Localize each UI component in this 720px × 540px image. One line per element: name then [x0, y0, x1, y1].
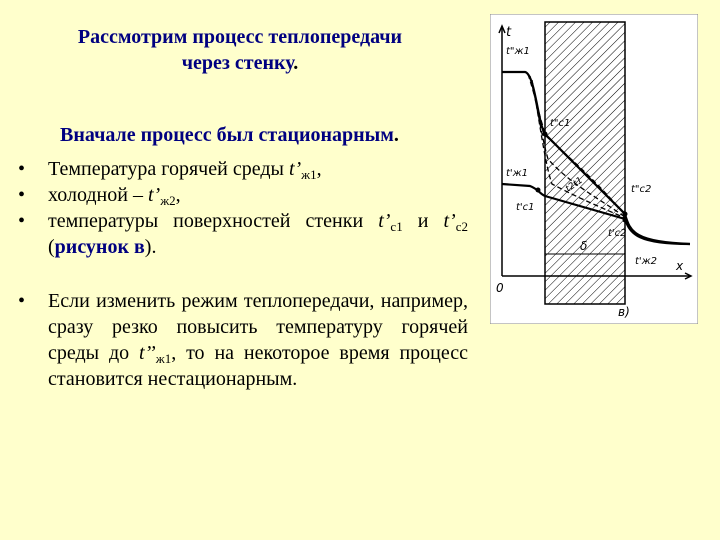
subscript: ж1	[301, 167, 317, 182]
title-line-2	[40, 50, 440, 76]
figure-reference: рисунок в	[54, 236, 145, 258]
title-line-1: Рассмотрим процесс теплопередачи	[77, 26, 403, 48]
bullet-text: и	[402, 210, 444, 232]
stationary-heading-dot: .	[393, 124, 399, 146]
label-tzh1-initial: t'ж1	[506, 168, 529, 179]
subscript: ж1	[155, 351, 172, 366]
figure-svg	[490, 14, 698, 324]
stationary-heading	[60, 124, 399, 147]
subscript: с1	[390, 219, 403, 234]
label-thickness: δ	[580, 239, 588, 253]
bullet-item-hot-medium	[18, 156, 468, 182]
subscript: с2	[455, 219, 468, 234]
point-tc2-new	[623, 212, 628, 217]
variable: t’’	[139, 342, 156, 364]
label-curve-tag: t2t1	[563, 175, 585, 195]
variable: t’	[443, 210, 456, 232]
point-tc1-initial	[536, 188, 541, 193]
label-tzh1-new: t"ж1	[506, 46, 530, 57]
label-tc1-new: t"c1	[550, 118, 571, 129]
bullet-list	[18, 156, 468, 392]
punct: ,	[316, 158, 322, 180]
bullet-item-wall-temps	[18, 208, 468, 260]
variable: t’	[147, 184, 161, 206]
stationary-heading-text: Вначале процесс был стационарным	[60, 124, 394, 146]
bullet-text: Температура горячей среды	[48, 158, 289, 180]
label-tc2-new: t"c2	[631, 184, 652, 195]
label-origin: 0	[496, 281, 504, 295]
punct: ).	[144, 236, 157, 258]
variable: t’	[288, 158, 302, 180]
bullet-item-nonstationary	[18, 288, 468, 392]
bullet-text: Если изменить режим теплопередачи, например, сразу резко повысить температуру горячей среды до	[48, 290, 468, 364]
bullet-text: температуры поверхностей стенки	[48, 210, 379, 232]
title-line-2-dot: .	[293, 52, 299, 74]
bullet-item-cold-medium	[18, 182, 468, 208]
label-x-axis: x	[676, 259, 684, 273]
punct: ,	[175, 184, 181, 206]
point-tc1-new	[543, 132, 548, 137]
label-tzh2-initial: t'ж2	[635, 256, 658, 267]
variable: t’	[378, 210, 391, 232]
bullet-text: холодной –	[48, 184, 148, 206]
wall	[545, 22, 625, 304]
point-tc2-initial	[623, 218, 628, 223]
label-panel: в)	[618, 305, 630, 319]
label-t-axis: t	[506, 25, 512, 40]
title-line-2-text: через стенку	[181, 52, 294, 74]
bullet-text: , то на некоторое время процесс становится нестационарным.	[48, 342, 468, 390]
bullet-icon: •	[18, 210, 26, 232]
bullet-icon: •	[18, 290, 26, 312]
temperature-profile-figure	[490, 14, 698, 324]
bullet-icon: •	[18, 158, 26, 180]
punct: (	[48, 236, 55, 258]
subscript: ж2	[160, 193, 176, 208]
label-tc1-initial: t'c1	[516, 202, 535, 213]
label-tc2-initial: t'c2	[608, 228, 627, 239]
bullet-icon: •	[18, 184, 26, 206]
slide-title	[40, 24, 440, 76]
